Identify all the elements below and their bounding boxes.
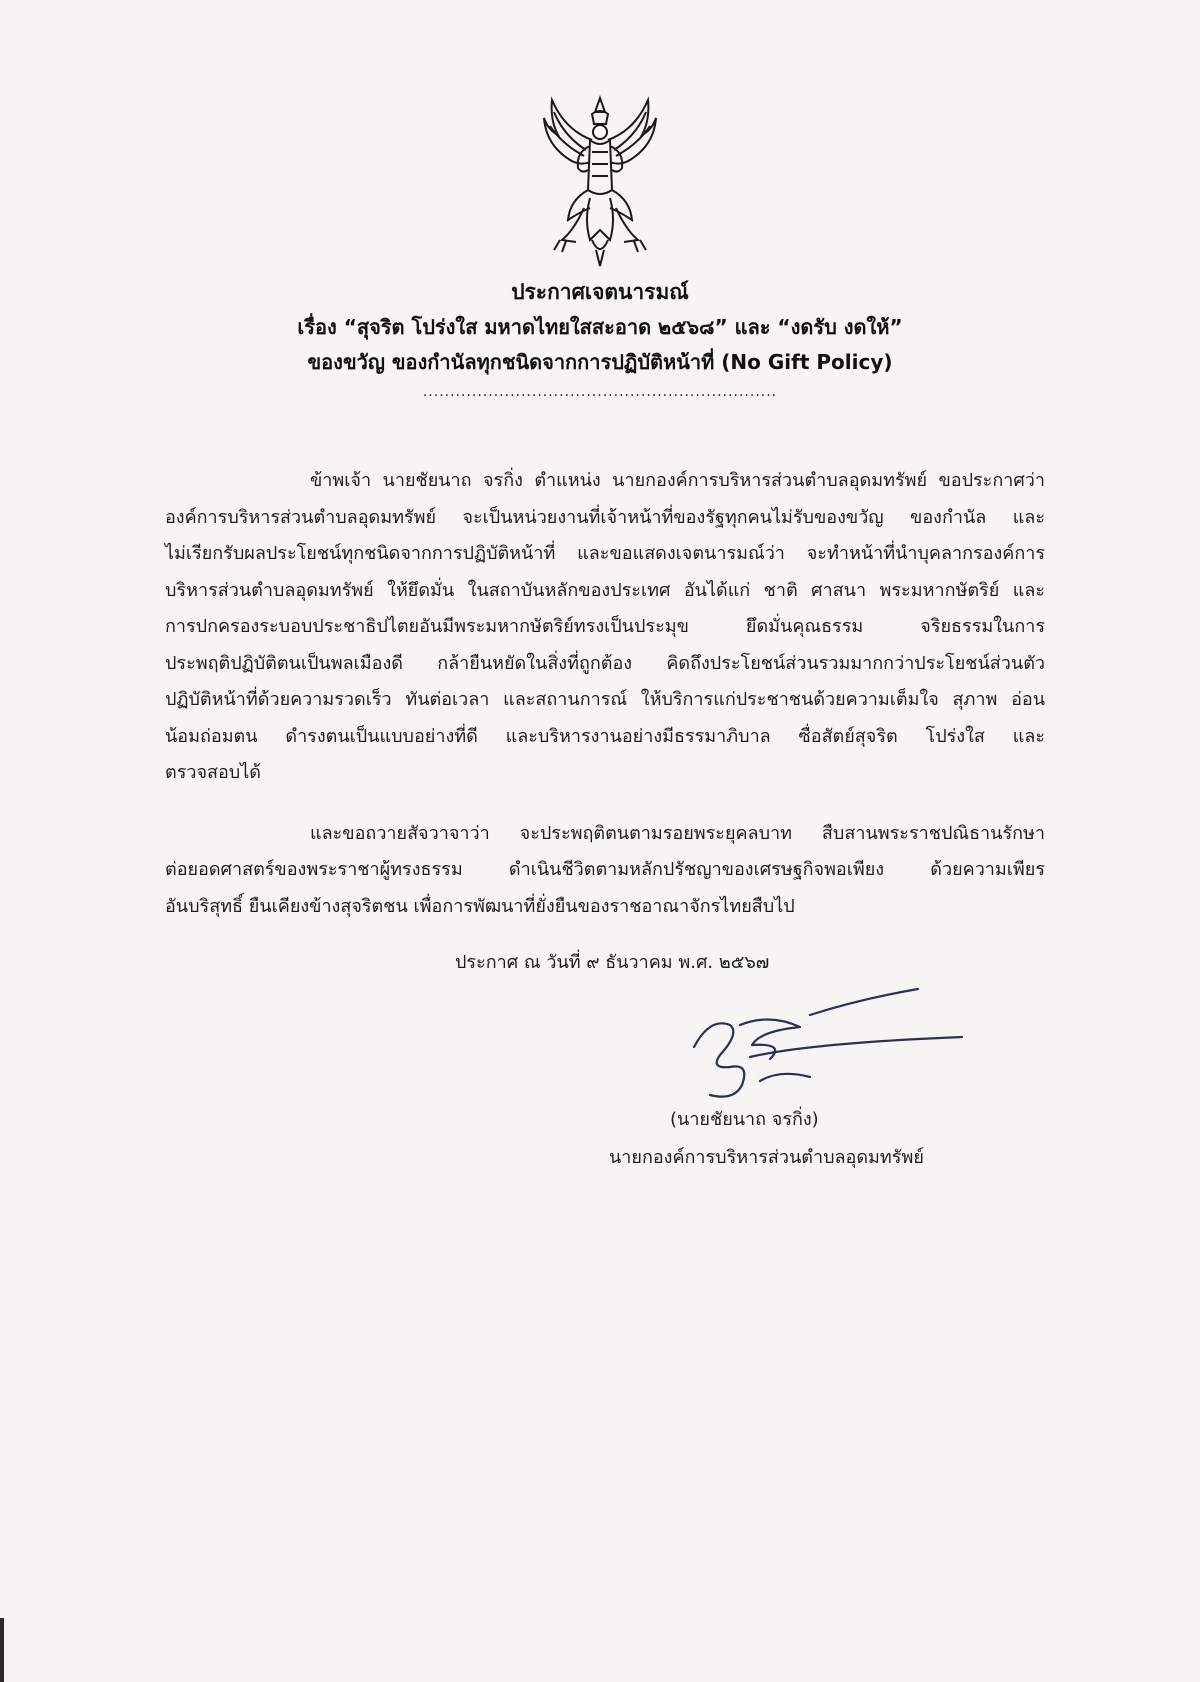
- text-line: ตรวจสอบได้: [165, 762, 261, 783]
- garuda-emblem-icon: [540, 90, 660, 270]
- text-line: ข้าพเจ้า นายชัยนาถ จรกิ่ง ตำแหน่ง นายกองค์การบริหารส่วนตำบลอุดมทรัพย์ ขอประกาศว่า: [310, 470, 1045, 491]
- text-line: การปกครองระบอบประชาธิปไตยอันมีพระมหากษัตริย์ทรงเป็นประมุข ยึดมั่นคุณธรรม จริยธรรมในการ: [165, 616, 1045, 637]
- text-line: น้อมถ่อมตน ดำรงตนเป็นแบบอย่างที่ดี และบริหารงานอย่างมีธรรมาภิบาล ซื่อสัตย์สุจริต โปร่งใส และ: [165, 725, 1045, 747]
- announcement-title: [0, 275, 1200, 405]
- signer-position: นายกองค์การบริหารส่วนตำบลอุดมทรัพย์: [609, 1147, 924, 1168]
- text-line: บริหารส่วนตำบลอุดมทรัพย์ ให้ยึดมั่น ในสถาบันหลักของประเทศ อันได้แก่ ชาติ ศาสนา พระมหากษัตริย์ และ: [165, 579, 1045, 601]
- title-line: เรื่อง “สุจริต โปร่งใส มหาดไทยใสสะอาด ๒๕๖๘” และ “งดรับ งดให้”: [297, 315, 903, 339]
- title-line: ประกาศเจตนารมณ์: [511, 280, 689, 304]
- text-line: ปฏิบัติหน้าที่ด้วยความรวดเร็ว ทันต่อเวลา และสถานการณ์ ให้บริการแก่ประชาชนด้วยความเต็มใจ สุภาพ อ่อน: [165, 689, 1045, 710]
- handwritten-signature-icon: [690, 985, 980, 1105]
- text-line: ต่อยอดศาสตร์ของพระราชาผู้ทรงธรรม ดำเนินชีวิตตามหลักปรัชญาของเศรษฐกิจพอเพียง ด้วยความเพียร: [165, 859, 1045, 880]
- title-line: ของขวัญ ของกำนัลทุกชนิดจากการปฏิบัติหน้าที่ (No Gift Policy): [307, 350, 893, 374]
- paragraph-2: [165, 816, 1045, 926]
- text-line: องค์การบริหารส่วนตำบลอุดมทรัพย์ จะเป็นหน่วยงานที่เจ้าหน้าที่ของรัฐทุกคนไม่รับของขวัญ ของกำนัล และ: [165, 506, 1045, 528]
- text-line: ประพฤติปฏิบัติตนเป็นพลเมืองดี กล้ายืนหยัดในสิ่งที่ถูกต้อง คิดถึงประโยชน์ส่วนรวมมากกว่าประโยชน์ส่วนตัว: [165, 652, 1045, 674]
- announcement-body: [165, 463, 1045, 925]
- scan-edge-mark: [0, 1618, 4, 1682]
- paragraph-1: [165, 463, 1045, 792]
- text-line: และขอถวายสัจวาจาว่า จะประพฤติตนตามรอยพระยุคลบาท สืบสานพระราชปณิธานรักษา: [310, 822, 1045, 844]
- text-line: อันบริสุทธิ์ ยืนเคียงข้างสุจริตชน เพื่อการพัฒนาที่ยั่งยืนของราชอาณาจักรไทยสืบไป: [165, 895, 795, 917]
- announcement-date: ประกาศ ณ วันที่ ๙ ธันวาคม พ.ศ. ๒๕๖๗: [455, 952, 770, 973]
- dotted-separator: .................................................................: [422, 384, 778, 400]
- text-line: ไม่เรียกรับผลประโยชน์ทุกชนิดจากการปฏิบัติหน้าที่ และขอแสดงเจตนารมณ์ว่า จะทำหน้าที่นำบุคลากรองค์การ: [165, 543, 1045, 564]
- signer-name: (นายชัยนาถ จรกิ่ง): [670, 1109, 819, 1130]
